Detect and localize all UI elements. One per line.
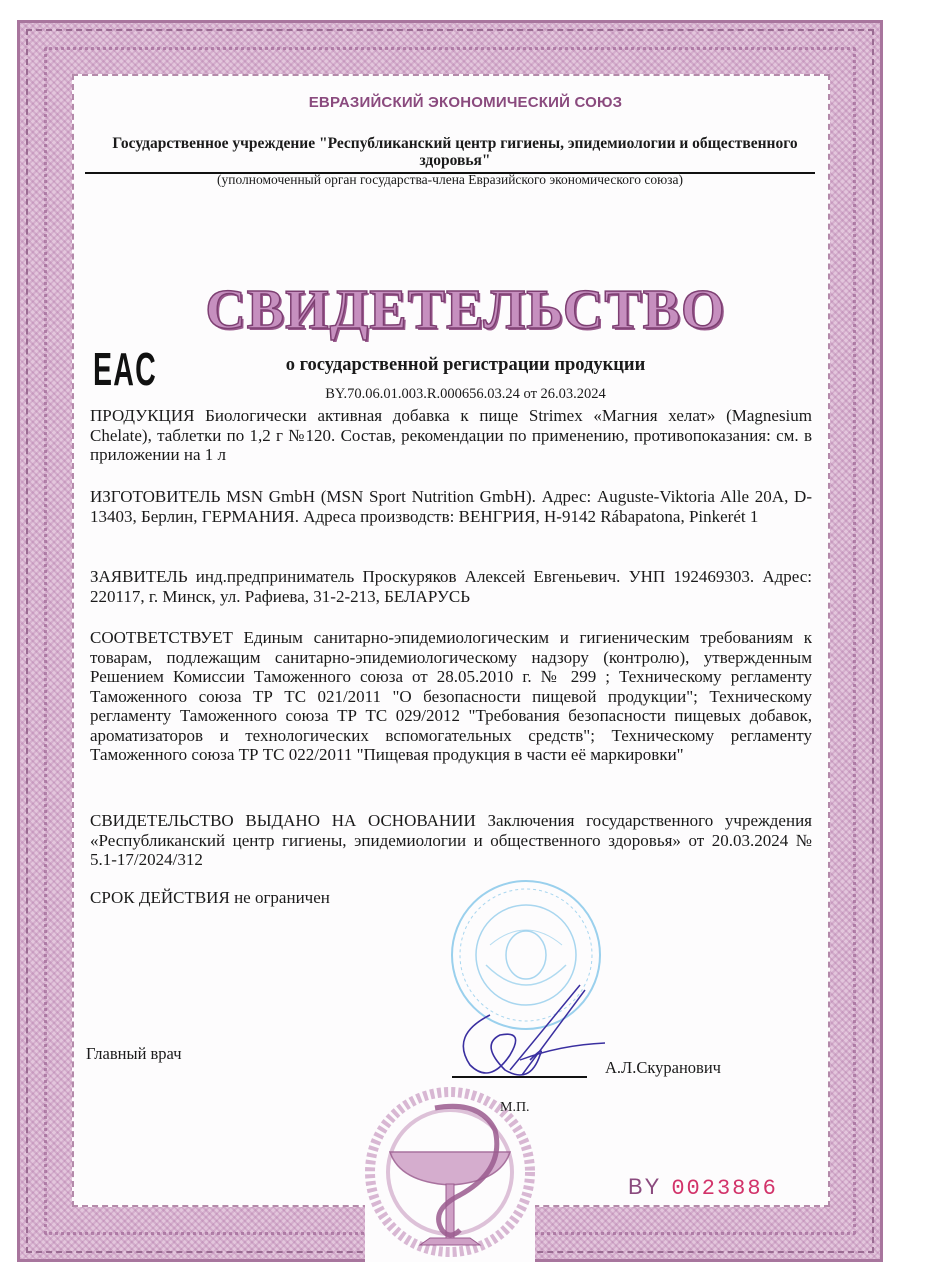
signer-name: А.Л.Скуранович: [605, 1058, 721, 1077]
seal-place-label: М.П.: [500, 1100, 530, 1115]
section-text: Заключения государственного учреждения «Республиканский центр гигиены, эпидемиологии и общественного здоровья» от 20.03.2024 № 5.1-17/2024/312: [90, 811, 812, 869]
signer-position: Главный врач: [86, 1044, 182, 1063]
certificate-subtitle: о государственной регистрации продукции: [285, 355, 646, 375]
section-label: СРОК ДЕЙСТВИЯ: [90, 888, 230, 907]
section-text: Единым санитарно-эпидемиологическим и гигиеническим требованиям к товарам, подлежащим санитарно-эпидемиологическому надзору (контролю), утвержденным Решением Комиссии Таможенного союза от 28.05.2010 г. № 299 ; Техническому регламенту Таможенного союза ТР ТС 021/2011 "О безопасности пищевой продукции"; Техническому регламенту Таможенного союза ТР ТС 029/2012 "Требования безопасности пищевых добавок, ароматизаторов и технологических вспомогательных средств"; Техническому регламенту Таможенного союза ТР ТС 022/2011 "Пищевая продукция в части её маркировки": [90, 628, 813, 764]
section-text: не ограничен: [234, 888, 330, 907]
section-text: Биологически активная добавка к пище Strimex «Магния хелат» (Magnesium Chelate), таблетки по 1,2 г №120. Состав, рекомендации по применению, противопоказания: см. в приложении на 1 л: [90, 406, 813, 464]
section-text: инд.предприниматель Проскуряков Алексей Евгеньевич. УНП 192469303. Адрес: 220117, г. Минск, ул. Рафиева, 31-2-213, БЕЛАРУСЬ: [90, 567, 812, 606]
eac-mark-icon: EAC: [93, 343, 157, 395]
section-manufacturer: [90, 487, 812, 526]
section-text: MSN GmbH (MSN Sport Nutrition GmbH). Адрес: Auguste-Viktoria Alle 20A, D-13403, Берлин, ГЕРМАНИЯ. Адреса производств: ВЕНГРИЯ, H-9142 Rábapatona, Pinkerét 1: [90, 487, 812, 526]
section-label: ИЗГОТОВИТЕЛЬ: [90, 487, 221, 506]
section-basis: [90, 811, 812, 870]
form-serial: [628, 1174, 778, 1201]
registration-number: BY.70.06.01.003.R.000656.03.24 от 26.03.2024: [325, 386, 606, 402]
section-applicant: [90, 567, 812, 606]
serial-series: BY: [628, 1174, 662, 1199]
certificate-title: СВИДЕТЕЛЬСТВО: [205, 279, 726, 341]
section-conforms: [90, 628, 812, 765]
union-title: ЕВРАЗИЙСКИЙ ЭКОНОМИЧЕСКИЙ СОЮЗ: [308, 94, 623, 111]
section-label: ПРОДУКЦИЯ: [90, 406, 195, 425]
organization-note: (уполномоченный орган государства-члена Евразийского экономического союза): [217, 172, 683, 187]
section-label: СООТВЕТСТВУЕТ: [90, 628, 233, 647]
section-product: [90, 406, 812, 465]
section-label: ЗАЯВИТЕЛЬ: [90, 567, 188, 586]
section-label: СВИДЕТЕЛЬСТВО ВЫДАНО НА ОСНОВАНИИ: [90, 811, 476, 830]
signature-line: [452, 1076, 587, 1078]
serial-number: 0023886: [671, 1176, 778, 1201]
issuing-organization: Государственное учреждение "Республиканский центр гигиены, эпидемиологии и общественного здоровья": [112, 135, 798, 169]
